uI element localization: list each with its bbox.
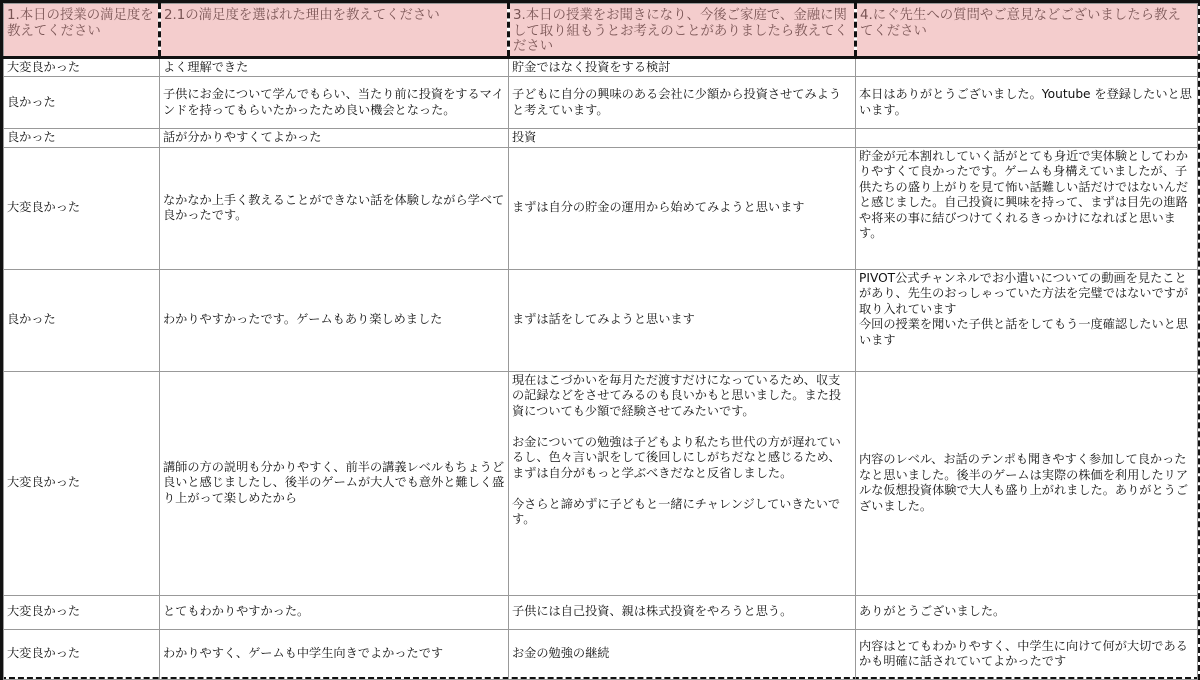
header-row [4,4,1198,58]
comment-cell: ありがとうございました。 [856,595,1198,629]
reason-cell: よく理解できた [160,57,509,77]
reason-cell: わかりやすく、ゲームも中学生向きでよかったです [160,629,509,679]
satisfaction-cell: 大変良かった [4,595,160,629]
plan-paragraph: まずは自分の貯金の運用から始めてみようと思います [512,200,805,215]
comment-line: PIVOT公式チャンネルでお小遣いについての動画を見たことがあり、先生のおっしゃっていた方法を完璧ではないですが取り入れています [859,270,1189,316]
reason-cell: 講師の方の説明も分かりやすく、前半の講義レベルもちょうど良いと感じましたし、後半のゲームが大人でも意外と難しく盛り上がって楽しめたから [160,371,509,595]
table-row [4,147,1198,269]
plan-cell [509,629,856,679]
plan-paragraph: お金についての勉強は子どもより私たち世代の方が遅れているし、色々言い訳をして後回しにしがちだなと感じるため、まずは自分がもっと学ぶべきだなと反省しました。 [512,434,841,480]
paragraph-gap [512,481,852,497]
plan-paragraph: 今さらと諦めずに子どもと一緒にチャレンジしていきたいです。 [512,496,841,526]
satisfaction-cell: 大変良かった [4,629,160,679]
satisfaction-cell: 良かった [4,129,160,148]
plan-cell [509,595,856,629]
satisfaction-cell: 大変良かった [4,371,160,595]
plan-cell [509,129,856,148]
reason-cell: なかなか上手く教えることができない話を体験しながら学べて良かったです。 [160,147,509,269]
comment-cell: 貯金が元本割れしていく話がとても身近で実体験としてわかりやすくて良かったです。ゲームも身構えていましたが、子供たちの盛り上がりを見て怖い話難しい話だけではないんだと感じました。自己投資に興味を持って、まずは目先の進路や将来の事に結びつけてくれるきっかけになればと思います。 [856,147,1198,269]
plan-cell [509,371,856,595]
reason-cell: とてもわかりやすかった。 [160,595,509,629]
comment-line: 今回の授業を聞いた子供と話をしてもう一度確認したいと思います [859,317,1189,347]
satisfaction-cell: 大変良かった [4,147,160,269]
table-row [4,269,1198,371]
plan-paragraph: 子供には自己投資、親は株式投資をやろうと思う。 [512,604,793,619]
comment-cell: 内容のレベル、お話のテンポも聞きやすく参加して良かったなと思いました。後半のゲームは実際の株価を利用したリアルな仮想投資体験で大人も盛り上がれました。ありがとうございました。 [856,371,1198,595]
plan-paragraph: お金の勉強の継続 [512,646,610,661]
reason-cell: 話が分かりやすくてよかった [160,129,509,148]
satisfaction-cell: 大変良かった [4,57,160,77]
plan-paragraph: 貯金ではなく投資をする検討 [512,59,671,74]
table-row [4,77,1198,129]
comment-cell [856,129,1198,148]
survey-rows [4,57,1198,679]
header-reason: 2.1の満足度を選ばれた理由を教えてください [160,4,509,58]
comment-cell [856,269,1198,371]
satisfaction-cell: 良かった [4,269,160,371]
header-comment: 4.にぐ先生への質問やご意見などございましたら教えてください [856,4,1198,58]
table-row [4,629,1198,679]
paragraph-gap [512,419,852,435]
reason-cell: わかりやすかったです。ゲームもあり楽しめました [160,269,509,371]
comment-cell: 本日はありがとうございました。Youtube を登録したいと思います。 [856,77,1198,129]
plan-cell [509,147,856,269]
plan-paragraph: まずは話をしてみようと思います [512,312,695,327]
table-row [4,57,1198,77]
plan-paragraph: 子どもに自分の興味のある会社に少額から投資させてみようと考えています。 [512,87,842,117]
satisfaction-cell: 良かった [4,77,160,129]
reason-cell: 子供にお金について学んでもらい、当たり前に投資をするマインドを持ってもらいたかったため良い機会となった。 [160,77,509,129]
plan-cell [509,77,856,129]
table-row [4,129,1198,148]
table-row [4,371,1198,595]
plan-paragraph: 投資 [512,130,537,144]
survey-table [3,3,1198,680]
comment-cell [856,57,1198,77]
header-plan: 3.本日の授業をお聞きになり、今後ご家庭で、金融に関して取り組もうとお考えのことがありましたら教えてください [509,4,856,58]
plan-paragraph: 現在はこづかいを毎月ただ渡すだけになっているため、収支の記録などをさせてみるのも良いかもと思いました。また投資についても少額で経験させてみたいです。 [512,372,842,418]
table-row [4,595,1198,629]
plan-cell [509,57,856,77]
header-satisfaction: 1.本日の授業の満足度を教えてください [4,4,160,58]
plan-cell [509,269,856,371]
comment-cell: 内容はとてもわかりやすく、中学生に向けて何が大切であるかも明確に話されていてよかったです [856,629,1198,679]
